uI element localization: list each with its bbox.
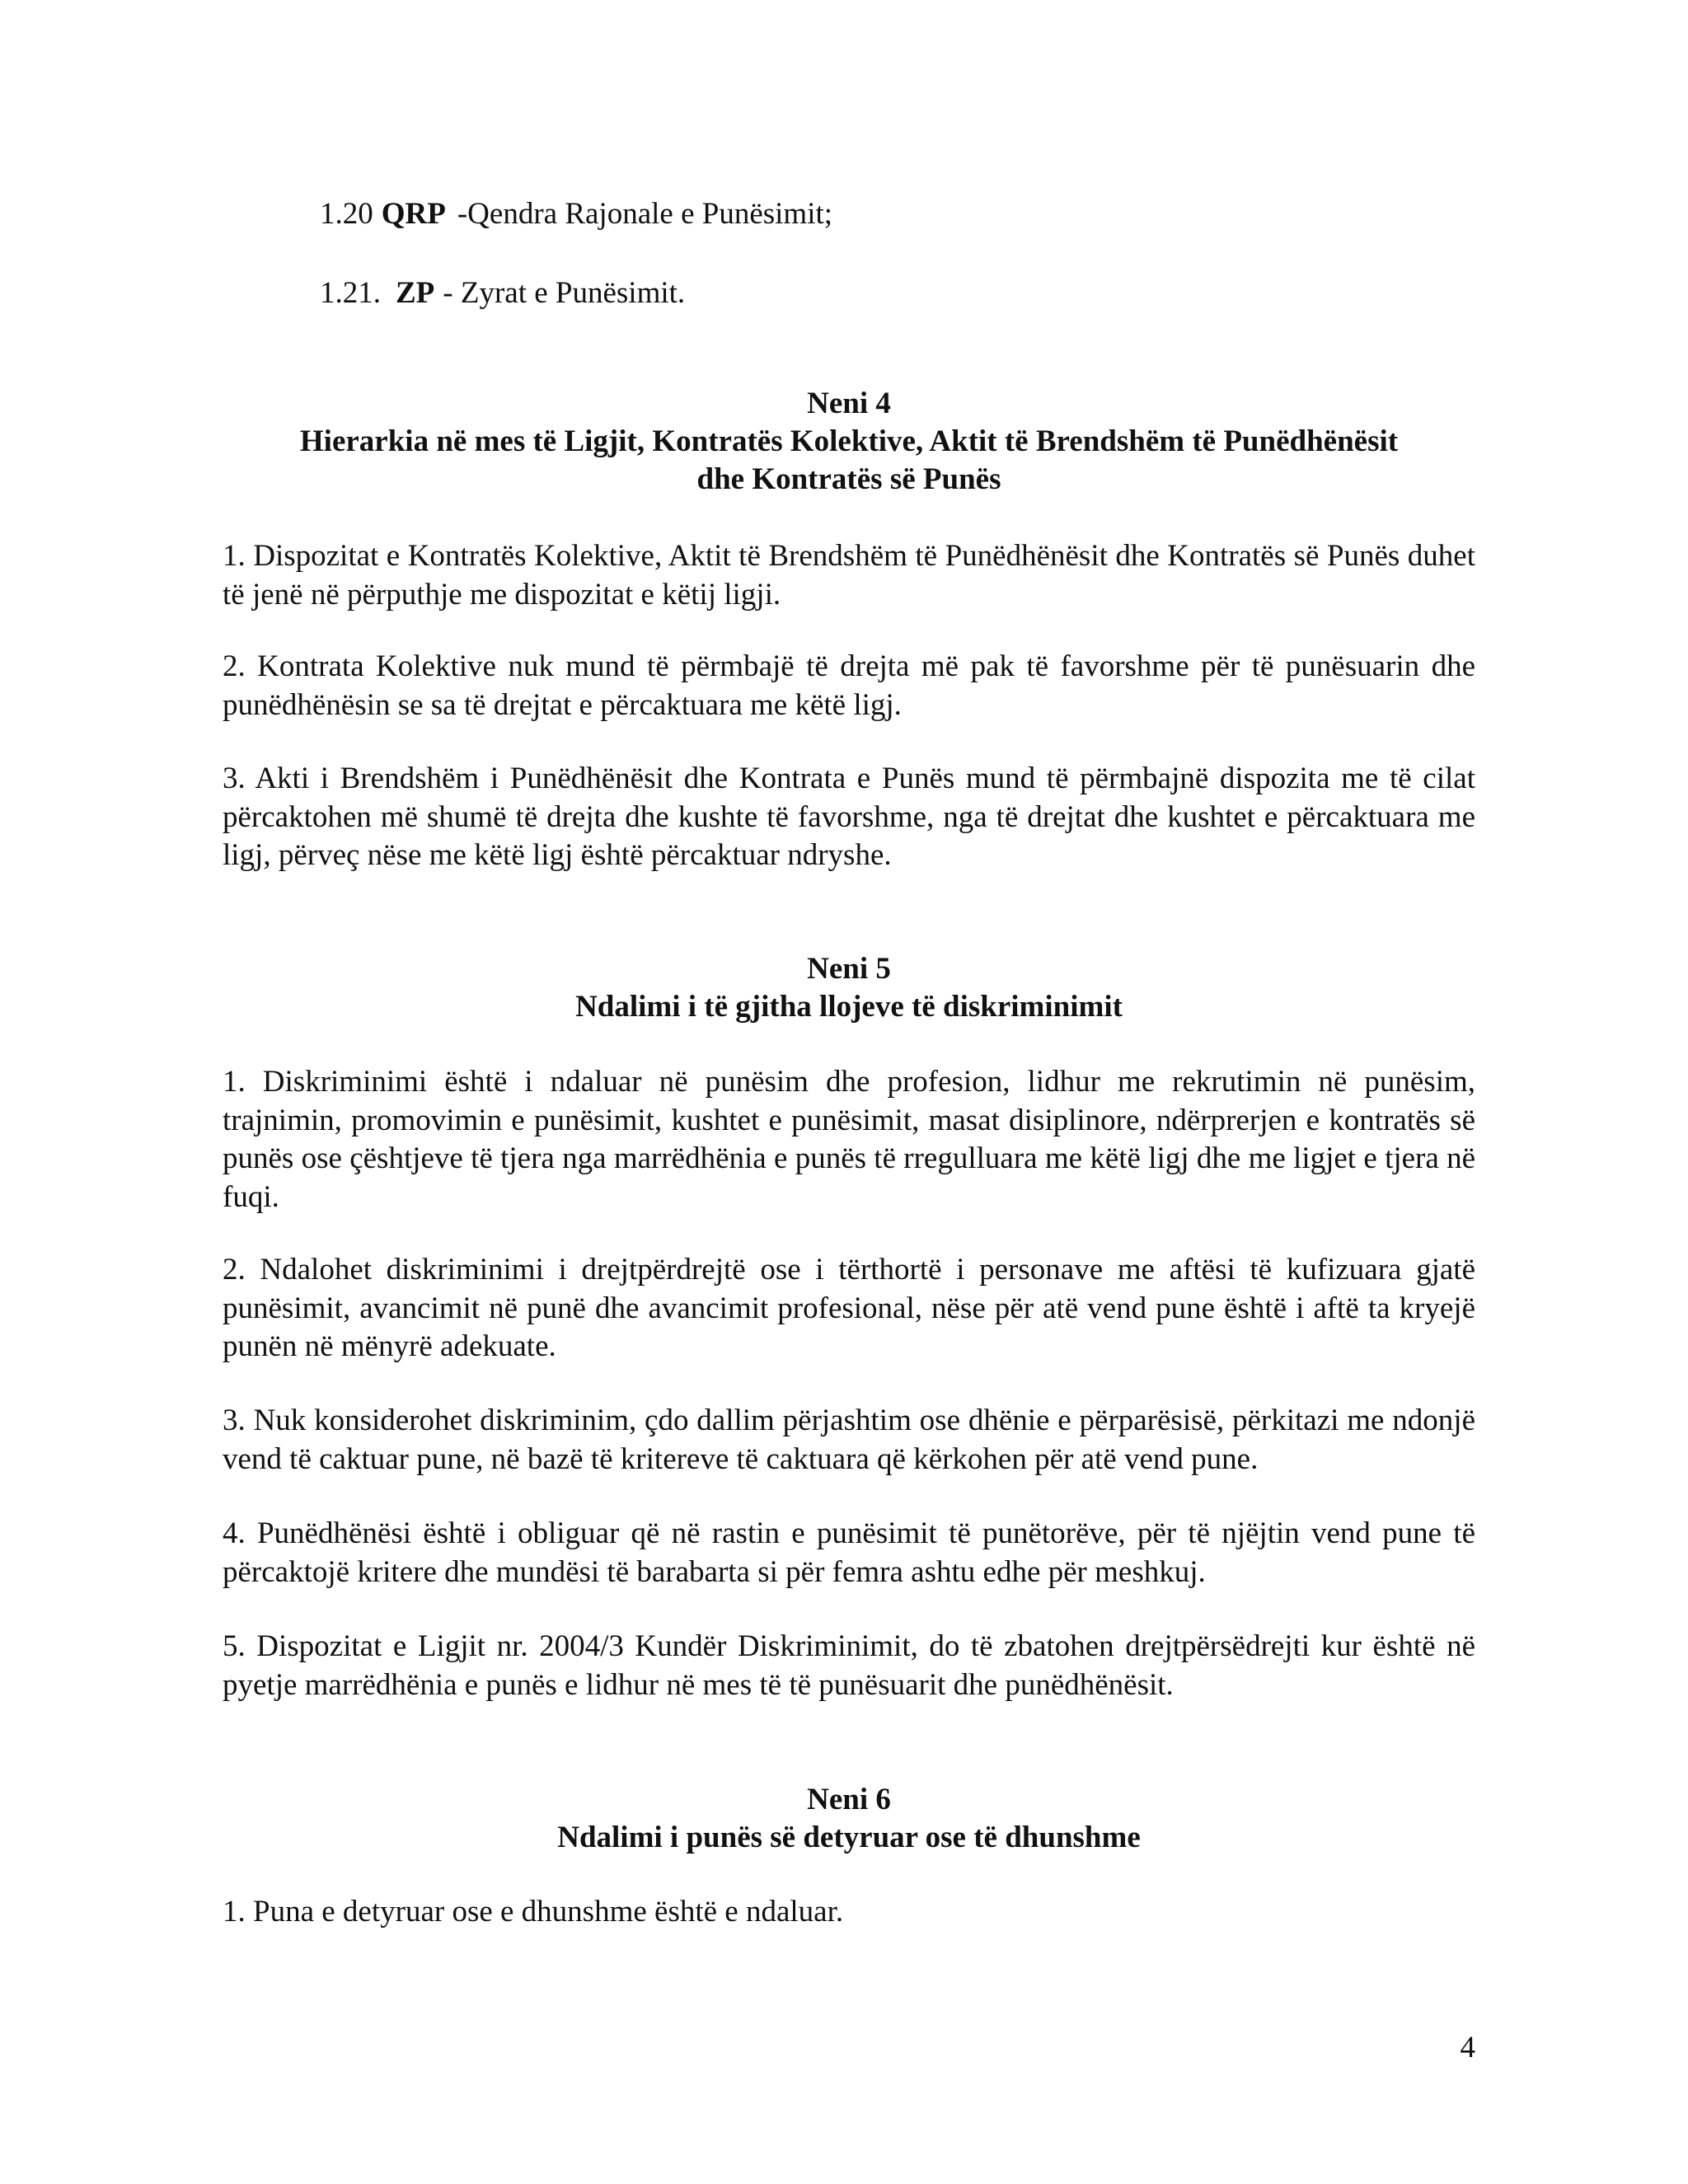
definition-item <box>320 195 832 233</box>
article-4-heading: Neni 4 <box>807 387 891 420</box>
article-5-title: Ndalimi i të gjitha llojeve të diskriminimit <box>575 990 1123 1024</box>
article-4-paragraph-2: 2. Kontrata Kolektive nuk mund të përmbajë të drejta më pak të favorshme për të punësuarin dhe punëdhënësin se sa të drejtat e përcaktuara me këtë ligj. <box>223 649 1475 722</box>
article-6-paragraph-1: 1. Puna e detyruar ose e dhunshme është e ndaluar. <box>223 1895 844 1929</box>
article-6-heading: Neni 6 <box>807 1783 891 1816</box>
article-5-paragraph-5: 5. Dispozitat e Ligjit nr. 2004/3 Kundër Diskriminimit, do të zbatohen drejtpërsëdrejti kur është në pyetje marrëdhënia e punës e lidhur në mes të të punësuarit dhe punëdhënësit. <box>223 1629 1475 1702</box>
definition-text: -Qendra Rajonale e Punësimit; <box>457 197 833 231</box>
article-5-paragraph-3: 3. Nuk konsiderohet diskriminim, çdo dallim përjashtim ose dhënie e përparësisë, përkitazi me ndonjë vend të caktuar pune, në bazë të kritereve të caktuara që kërkohen për atë vend pune. <box>223 1404 1475 1476</box>
article-4-title-line-1: Hierarkia në mes të Ligjit, Kontratës Kolektive, Aktit të Brendshëm të Punëdhënësit <box>299 424 1399 458</box>
definition-text: - Zyrat e Punësimit. <box>443 276 686 310</box>
article-5-paragraph-4: 4. Punëdhënësi është i obliguar që në rastin e punësimit të punëtorëve, për të njëjtin vend pune të përcaktojë kritere dhe mundësi të barabarta si për femra ashtu edhe për meshkuj. <box>223 1516 1475 1589</box>
page-number: 4 <box>1460 2031 1475 2064</box>
article-5-paragraph-1: 1. Diskriminimi është i ndaluar në punësim dhe profesion, lidhur me rekrutimin në punësim, trajnimin, promovimin e punësimit, kushtet e punësimit, masat disiplinore, ndërprerjen e kontratës së punës ose çështjeve të tjera nga marrëdhënia e punës të rregulluara me këtë ligj dhe me ligjet e tjera në fuqi. <box>223 1065 1475 1214</box>
article-4-paragraph-3: 3. Akti i Brendshëm i Punëdhënësit dhe Kontrata e Punës mund të përmbajnë dispozita me të cilat përcaktohen më shumë të drejta dhe kushte të favorshme, nga të drejtat dhe kushtet e përcaktuara me ligj, përveç nëse me këtë ligj është përcaktuar ndryshe. <box>223 762 1475 872</box>
definition-item <box>320 274 685 312</box>
definition-abbr: QRP <box>381 197 446 231</box>
article-4-title-line-2: dhe Kontratës së Punës <box>696 462 1001 496</box>
definition-number: 1.21. <box>320 276 381 310</box>
definition-abbr: ZP <box>396 276 435 310</box>
article-5-paragraph-2: 2. Ndalohet diskriminimi i drejtpërdrejtë ose i tërthortë i personave me aftësi të kufizuara gjatë punësimit, avancimit në punë dhe avancimit profesional, nëse për atë vend pune është i aftë ta kryejë punën në mënyrë adekuate. <box>223 1253 1475 1363</box>
article-5-heading: Neni 5 <box>807 952 891 986</box>
article-4-paragraph-1: 1. Dispozitat e Kontratës Kolektive, Aktit të Brendshëm të Punëdhënësit dhe Kontratës së Punës duhet të jenë në përputhje me dispozitat e këtij ligji. <box>223 539 1475 612</box>
definition-number: 1.20 <box>320 197 373 231</box>
article-6-title: Ndalimi i punës së detyruar ose të dhunshme <box>557 1821 1141 1854</box>
